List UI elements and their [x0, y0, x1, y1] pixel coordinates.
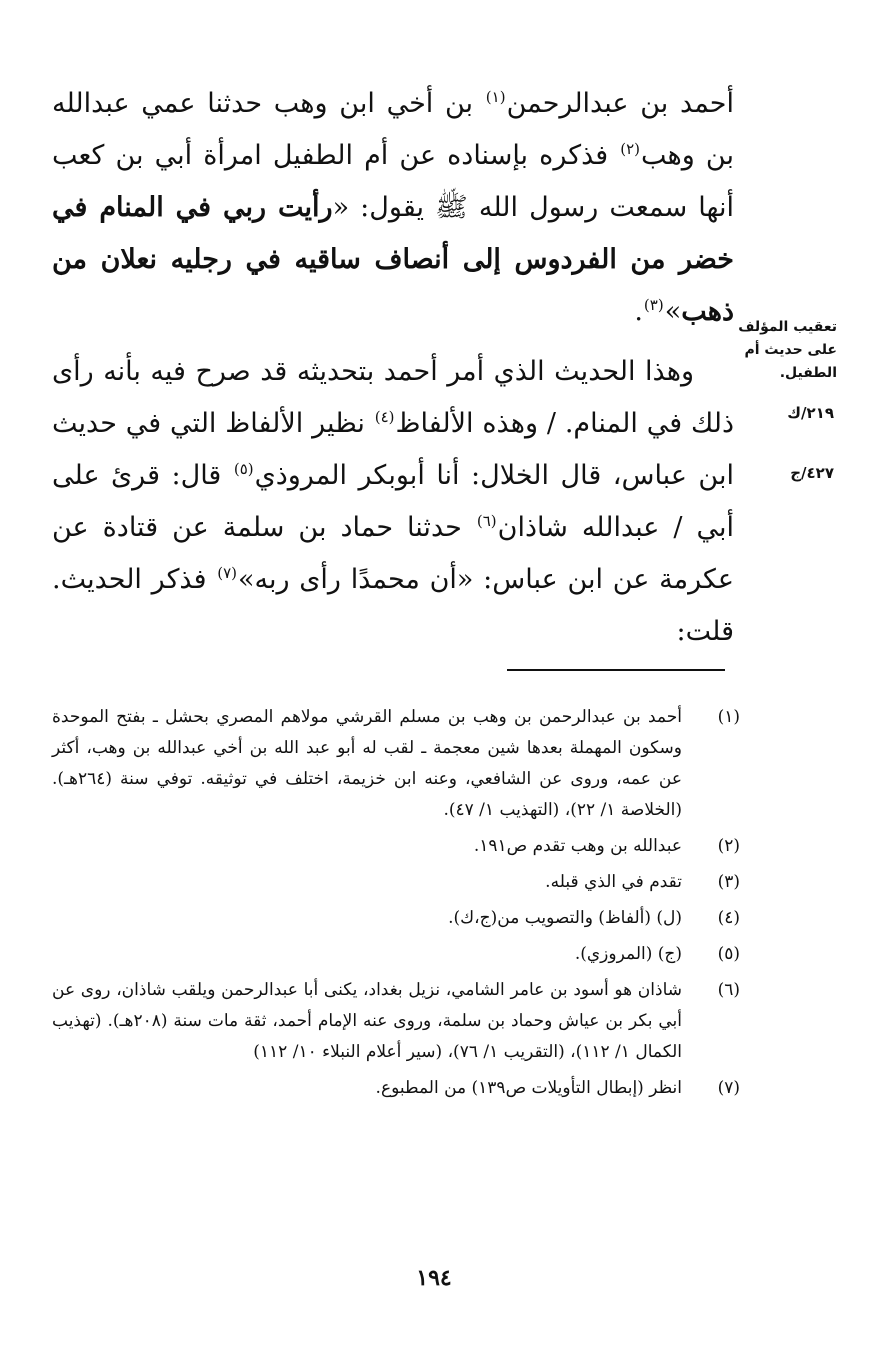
footnote-text: انظر (إبطال التأويلات ص١٣٩) من المطبوع.	[375, 1078, 682, 1098]
footnote-text: أحمد بن عبدالرحمن بن وهب بن مسلم القرشي مولاهم المصري بحشل ـ بفتح الموحدة وسكون المهملة بعدها شين معجمة ـ لقب له أبو عبد الله بن أخي عبدالله بن وهب، أكثر عن عمه، وروى عن الشافعي، وعنه ابن خزيمة، اختلف في توثيقه. توفي سنة (٢٦٤هـ). (الخلاصة ١/ ٢٢)، (التهذيب ١/ ٤٧).	[52, 707, 682, 820]
text-run: .	[634, 296, 643, 327]
footnote-number: (٤)	[717, 908, 740, 928]
footnote-number: (٣)	[717, 872, 740, 892]
footnote-ref-7[interactable]: (٧)	[217, 564, 238, 582]
manuscript-ref-k: ٢١٩/ك	[787, 404, 834, 422]
footnote-number: (١)	[717, 707, 740, 727]
text-run: فذكره بإسناده عن أم الطفيل امرأة أبي بن كعب أنها سمعت رسول الله ﷺ يقول: «	[52, 140, 734, 223]
text-run: نظير الألفاظ التي في حديث ابن عباس، قال الخلال: أنا أبوبكر المروذي	[52, 408, 734, 491]
margin-note-line: تعقيب المؤلف	[738, 319, 837, 335]
text-run: قال: قرئ على أبي / عبدالله شاذان	[52, 460, 735, 543]
footnote-text: شاذان هو أسود بن عامر الشامي، نزيل بغداد، يكنى أبا عبدالرحمن ويلقب شاذان، روى عن أبي بكر بن عياش وحماد بن سلمة، وروى عنه الإمام أحمد، ثقة مات سنة (٢٠٨هـ). (تهذيب الكمال ١/ ١١٢)، (التقريب ١/ ٧٦)، (سير أعلام النبلاء ١٠/ ١١٢)	[52, 980, 682, 1062]
footnote-number: (٢)	[717, 836, 740, 856]
text-run: أحمد بن عبدالرحمن	[506, 88, 734, 119]
paragraph-2	[52, 346, 734, 658]
main-text	[52, 78, 734, 658]
footnote-text: تقدم في الذي قبله.	[545, 872, 682, 892]
paragraph-1	[52, 78, 734, 338]
margin-note	[738, 316, 837, 385]
footnote-number: (٥)	[717, 944, 740, 964]
footnote-ref-5[interactable]: (٥)	[233, 460, 254, 478]
text-run: »	[664, 296, 682, 327]
footnote-item	[52, 831, 740, 862]
footnote-number: (٧)	[717, 1078, 740, 1098]
footnotes	[52, 702, 740, 1109]
text-run: بن أخي ابن وهب حدثنا عمي عبدالله بن وهب	[52, 88, 734, 171]
text-run: حدثنا حماد بن سلمة عن قتادة عن عكرمة عن ابن عباس: «أن محمدًا رأى ربه»	[52, 512, 734, 595]
footnote-text: عبدالله بن وهب تقدم ص١٩١.	[473, 836, 682, 856]
text-run: وهذا الحديث الذي أمر أحمد بتحديثه قد صرح فيه بأنه رأى ذلك في المنام. / وهذه الألفاظ	[52, 356, 734, 439]
footnote-ref-4[interactable]: (٤)	[374, 408, 395, 426]
manuscript-ref-j: ٤٢٧/ج	[790, 464, 834, 482]
footnote-item	[52, 1073, 740, 1104]
footnote-ref-2[interactable]: (٢)	[620, 140, 641, 158]
footnote-ref-1[interactable]: (١)	[485, 88, 506, 106]
margin-note-line: على حديث أم	[744, 342, 837, 358]
footnote-text: (ل) (ألفاظ) والتصويب من(ج،ك).	[448, 908, 682, 928]
footnote-ref-3[interactable]: (٣)	[643, 296, 664, 314]
footnote-item	[52, 903, 740, 934]
hadith-quote: رأيت ربي في المنام في خضر من الفردوس إلى أنصاف ساقيه في رجليه نعلان من ذهب	[52, 192, 734, 327]
footnote-item	[52, 702, 740, 826]
margin-note-line: الطفيل.	[779, 365, 837, 381]
footnote-text: (ج) (المروزي).	[574, 944, 682, 964]
footnote-separator	[507, 669, 725, 671]
footnote-item	[52, 975, 740, 1068]
text-run: فذكر الحديث. قلت:	[52, 564, 734, 647]
footnote-item	[52, 939, 740, 970]
page-number: ١٩٤	[416, 1265, 452, 1291]
footnote-ref-6[interactable]: (٦)	[476, 512, 497, 530]
footnote-item	[52, 867, 740, 898]
footnote-number: (٦)	[717, 980, 740, 1000]
